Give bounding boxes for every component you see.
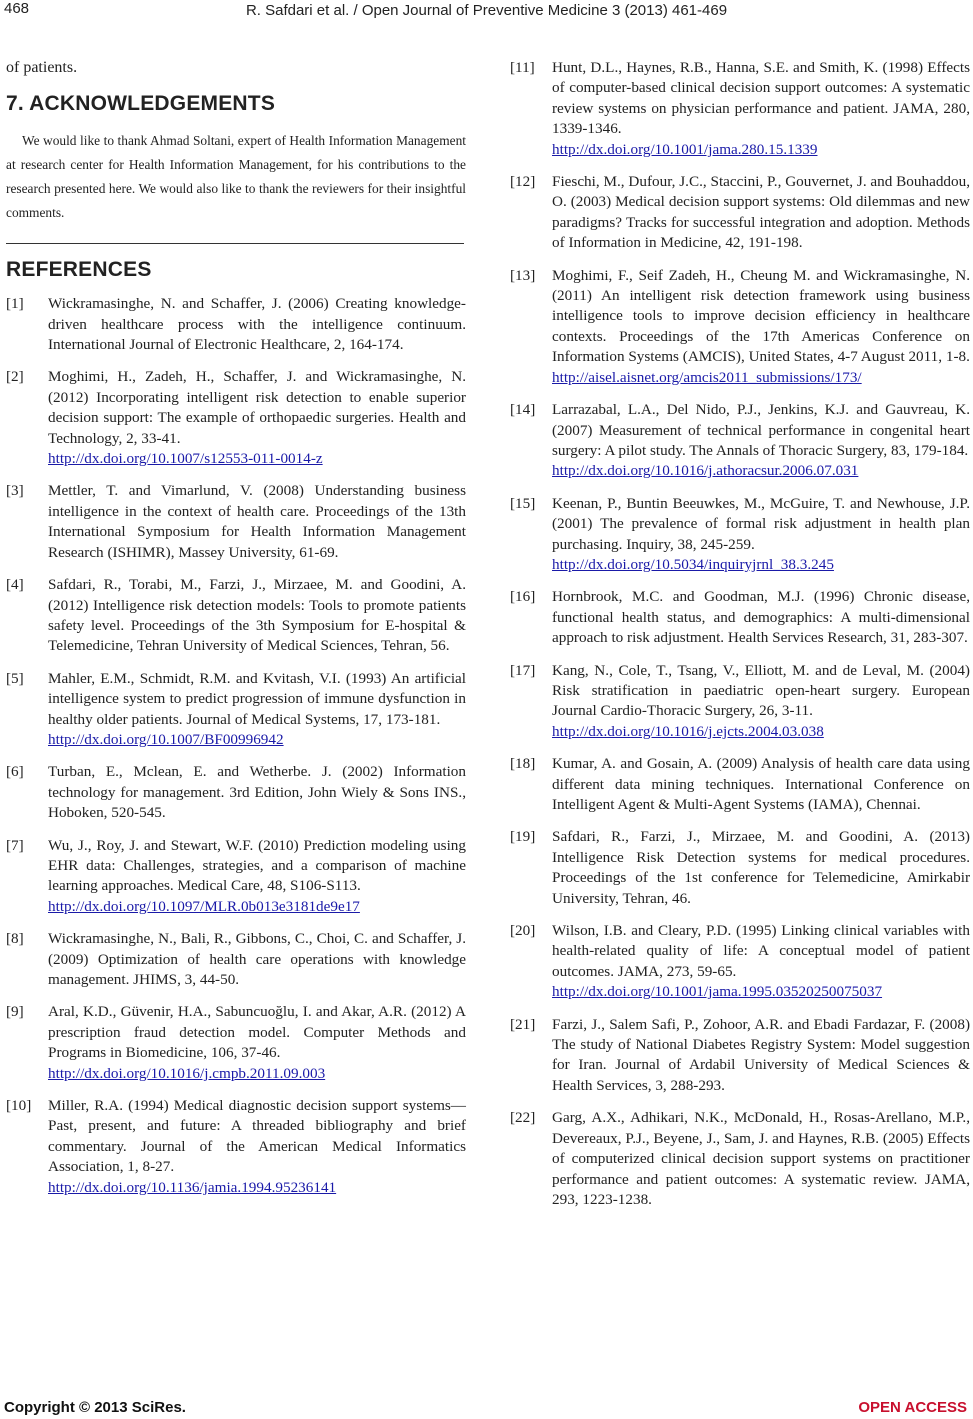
reference-body	[48, 294, 466, 355]
reference-number: [22]	[510, 1109, 536, 1127]
reference-text: Aral, K.D., Güvenir, H.A., Sabuncuoğlu, I. and Akar, A.R. (2012) A prescription fraud detection model. Computer Methods and Programs in Biomedicine, 106, 37-46.	[48, 1003, 466, 1062]
reference-text: Moghimi, F., Seif Zadeh, H., Cheung M. and Wickramasinghe, N. (2011) An intelligent risk detection framework using business intelligence tools to improve decision efficiency in healthcare contexts. Proceedings of the 17th Americas Conference on Information Systems (AMCIS), United States, 4-7 August 2011, 1-8.	[552, 266, 970, 366]
reference-text: Larrazabal, L.A., Del Nido, P.J., Jenkins, K.J. and Gauvreau, K. (2007) Measurement of technical performance in congenital heart surgery: A pilot study. The Annals of Thoracic Surgery, 83, 179-184.	[552, 401, 970, 459]
reference-list-left	[6, 294, 466, 1198]
running-header: R. Safdari et al. / Open Journal of Preventive Medicine 3 (2013) 461-469	[245, 2, 728, 19]
reference-text: Mettler, T. and Vimarlund, V. (2008) Understanding business intelligence in the context of health care. Proceedings of the 13th International Symposium for Health Information Management Research (ISHIMR), Massey University, 61-69.	[48, 482, 466, 561]
reference-body	[48, 481, 466, 563]
acknowledgements-heading: 7. ACKNOWLEDGEMENTS	[6, 92, 276, 116]
reference-number: [1]	[6, 295, 24, 313]
reference-item	[6, 575, 466, 657]
reference-doi-link[interactable]: http://dx.doi.org/10.1016/j.cmpb.2011.09.003	[48, 1064, 326, 1082]
reference-body	[48, 929, 466, 990]
reference-text: Garg, A.X., Adhikari, N.K., McDonald, H., Rosas-Arellano, M.P., Devereaux, P.J., Beyene, J., Sam, J. and Haynes, R.B. (2005) Effects of computerized clinical decision support systems on practitioner performance and patient outcomes: A systematic review. JAMA, 293, 1223-1238.	[552, 1109, 970, 1208]
reference-body	[552, 1015, 970, 1097]
reference-doi-link[interactable]: http://dx.doi.org/10.1007/BF00996942	[48, 730, 284, 748]
reference-item	[510, 827, 970, 909]
reference-doi-link[interactable]: http://dx.doi.org/10.1136/jamia.1994.95236141	[48, 1178, 337, 1196]
reference-doi-link[interactable]: http://dx.doi.org/10.1016/j.athoracsur.2006.07.031	[552, 462, 859, 480]
reference-text: Wilson, I.B. and Cleary, P.D. (1995) Linking clinical variables with health-related quality of life: A conceptual model of patient outcomes. JAMA, 273, 59-65.	[552, 922, 970, 980]
open-access-label: OPEN ACCESS	[858, 1399, 967, 1416]
reference-body	[552, 266, 970, 388]
reference-number: [13]	[510, 266, 536, 284]
reference-text: Fieschi, M., Dufour, J.C., Staccini, P., Gouvernet, J. and Bouhaddou, O. (2003) Medical decision support systems: Old dilemmas and new paradigms? Tracks for successful integration and adoption. Methods of Information in Medicine, 42, 191-198.	[552, 173, 970, 252]
reference-number: [15]	[510, 494, 536, 512]
reference-doi-link[interactable]: http://aisel.aisnet.org/amcis2011_submissions/173/	[552, 368, 862, 386]
reference-number: [18]	[510, 755, 536, 773]
reference-item	[6, 1002, 466, 1084]
reference-body	[48, 669, 466, 751]
reference-body	[48, 836, 466, 918]
reference-text: Kumar, A. and Gosain, A. (2009) Analysis of health care data using different data mining techniques. International Conference on Intelligent Agent & Multi-Agent Systems (IAMA), Chennai.	[552, 755, 970, 813]
reference-text: Wickramasinghe, N., Bali, R., Gibbons, C., Choi, C. and Schaffer, J. (2009) Optimization of health care operations with knowledge management. JHIMS, 3, 44-50.	[48, 930, 466, 988]
reference-item	[510, 1108, 970, 1210]
reference-text: Wu, J., Roy, J. and Stewart, W.F. (2010) Prediction modeling using EHR data: Challenges, strategies, and a comparison of machine learning approaches. Medical Care, 48, S106-S113.	[48, 836, 466, 895]
reference-doi-link[interactable]: http://dx.doi.org/10.1001/jama.280.15.1339	[552, 140, 818, 158]
acknowledgements-text: We would like to thank Ahmad Soltani, expert of Health Information Management at research center for Health Information Management, for his contributions to the research presented here. We would also like to thank the reviewers for their insightful comments.	[6, 132, 466, 220]
reference-number: [8]	[6, 930, 24, 948]
reference-doi-link[interactable]: http://dx.doi.org/10.1007/s12553-011-0014-z	[48, 450, 323, 468]
reference-text: Miller, R.A. (1994) Medical diagnostic decision support systems—Past, present, and future: A threaded bibliography and brief commentary. Journal of the American Medical Informatics Association, 1, 8-27.	[48, 1097, 466, 1176]
reference-doi-link[interactable]: http://dx.doi.org/10.5034/inquiryjrnl_38.3.245	[552, 555, 834, 573]
reference-item	[510, 172, 970, 254]
reference-number: [2]	[6, 368, 24, 386]
reference-number: [20]	[510, 922, 536, 940]
reference-number: [3]	[6, 482, 24, 500]
reference-item	[510, 754, 970, 815]
reference-number: [12]	[510, 173, 536, 191]
reference-text: Kang, N., Cole, T., Tsang, V., Elliott, M. and de Leval, M. (2004) Risk stratification in paediatric open-heart surgery. European Journal Cardio-Thoracic Surgery, 26, 3-11.	[552, 661, 970, 720]
reference-doi-link[interactable]: http://dx.doi.org/10.1001/jama.1995.03520250075037	[552, 983, 883, 1001]
reference-number: [7]	[6, 836, 24, 854]
reference-body	[48, 762, 466, 823]
reference-body	[552, 1108, 970, 1210]
reference-list-right	[510, 58, 970, 1210]
reference-item	[6, 481, 466, 563]
references-heading: REFERENCES	[6, 257, 152, 281]
reference-item	[6, 294, 466, 355]
reference-body	[552, 754, 970, 815]
reference-text: Safdari, R., Torabi, M., Farzi, J., Mirzaee, M. and Goodini, A. (2012) Intelligence risk detection models: Tools to promote patients safety level. Proceedings of the 3th Symposium for E-hospital & Telemedicine, Tehran University of Medical Sciences, Tehran, 56.	[48, 576, 466, 655]
reference-number: [6]	[6, 763, 24, 781]
reference-body	[552, 400, 970, 482]
reference-body	[552, 827, 970, 909]
reference-item	[6, 1096, 466, 1198]
reference-doi-link[interactable]: http://dx.doi.org/10.1016/j.ejcts.2004.03.038	[552, 722, 824, 740]
reference-text: Wickramasinghe, N. and Schaffer, J. (2006) Creating knowledge-driven healthcare process with the intelligence continuum. International Journal of Electronic Healthcare, 2, 164-174.	[48, 295, 466, 354]
reference-text: Hunt, D.L., Haynes, R.B., Hanna, S.E. and Smith, K. (1998) Effects of computer-based clinical decision support outcomes: A systematic review systems on physician performance and patient. JAMA, 280, 1339-1346.	[552, 59, 970, 138]
reference-number: [10]	[6, 1097, 32, 1115]
reference-item	[6, 367, 466, 469]
reference-text: Hornbrook, M.C. and Goodman, M.J. (1996) Chronic disease, functional health status, and demographics: A multi-dimensional approach to risk adjustment. Health Services Research, 31, 283-307.	[552, 588, 970, 647]
reference-item	[6, 762, 466, 823]
reference-item	[510, 58, 970, 160]
reference-text: Farzi, J., Salem Safi, P., Zohoor, A.R. and Ebadi Fardazar, F. (2008) The study of National Diabetes Registry System: Model suggestion for Iran. Journal of Ardabil University of Medical Sciences & Health Services, 3, 288-293.	[552, 1015, 970, 1094]
reference-body	[552, 58, 970, 160]
reference-number: [5]	[6, 669, 24, 687]
reference-item	[510, 587, 970, 648]
page-number: 468	[4, 0, 30, 17]
reference-body	[552, 494, 970, 576]
reference-number: [16]	[510, 588, 536, 606]
reference-number: [11]	[510, 59, 535, 76]
reference-number: [9]	[6, 1003, 24, 1021]
reference-body	[552, 587, 970, 648]
reference-item	[6, 929, 466, 990]
reference-body	[48, 1096, 466, 1198]
reference-item	[510, 266, 970, 388]
reference-item	[510, 400, 970, 482]
right-column	[510, 58, 970, 1222]
reference-number: [14]	[510, 401, 536, 419]
copyright-notice: Copyright © 2013 SciRes.	[4, 1399, 186, 1416]
reference-body	[552, 661, 970, 743]
reference-body	[48, 367, 466, 469]
section-divider	[6, 243, 464, 244]
left-column	[6, 58, 466, 1210]
reference-body	[48, 575, 466, 657]
reference-item	[510, 494, 970, 576]
reference-item	[510, 921, 970, 1003]
reference-item	[6, 669, 466, 751]
reference-text: Keenan, P., Buntin Beeuwkes, M., McGuire, T. and Newhouse, J.P. (2001) The prevalence of formal risk adjustment in health plan purchasing. Inquiry, 38, 245-259.	[552, 494, 970, 553]
reference-number: [17]	[510, 661, 536, 679]
continuation-text: of patients.	[6, 59, 78, 76]
reference-body	[552, 172, 970, 254]
reference-number: [4]	[6, 576, 24, 594]
reference-number: [19]	[510, 828, 536, 846]
reference-number: [21]	[510, 1015, 536, 1033]
reference-text: Turban, E., Mclean, E. and Wetherbe. J. (2002) Information technology for management. 3rd Edition, John Wiely & Sons INS., Hoboken, 520-545.	[48, 763, 466, 822]
reference-item	[510, 1015, 970, 1097]
reference-text: Moghimi, H., Zadeh, H., Schaffer, J. and Wickramasinghe, N. (2012) Incorporating intelligent risk detection to enable superior decision support: The example of orthopaedic surgeries. Health and Technology, 2, 33-41.	[48, 368, 466, 447]
reference-body	[552, 921, 970, 1003]
reference-item	[510, 661, 970, 743]
reference-text: Safdari, R., Farzi, J., Mirzaee, M. and Goodini, A. (2013) Intelligence Risk Detection systems for medical procedures. Proceedings of the 1st conference for Telemedicine, Amirkabir University, Tehran, 46.	[552, 828, 970, 907]
reference-body	[48, 1002, 466, 1084]
reference-text: Mahler, E.M., Schmidt, R.M. and Kvitash, V.I. (1993) An artificial intelligence system to predict progression of immune dysfunction in healthy older patients. Journal of Medical Systems, 17, 173-181.	[48, 669, 466, 728]
reference-doi-link[interactable]: http://dx.doi.org/10.1097/MLR.0b013e3181de9e17	[48, 897, 360, 915]
reference-item	[6, 836, 466, 918]
